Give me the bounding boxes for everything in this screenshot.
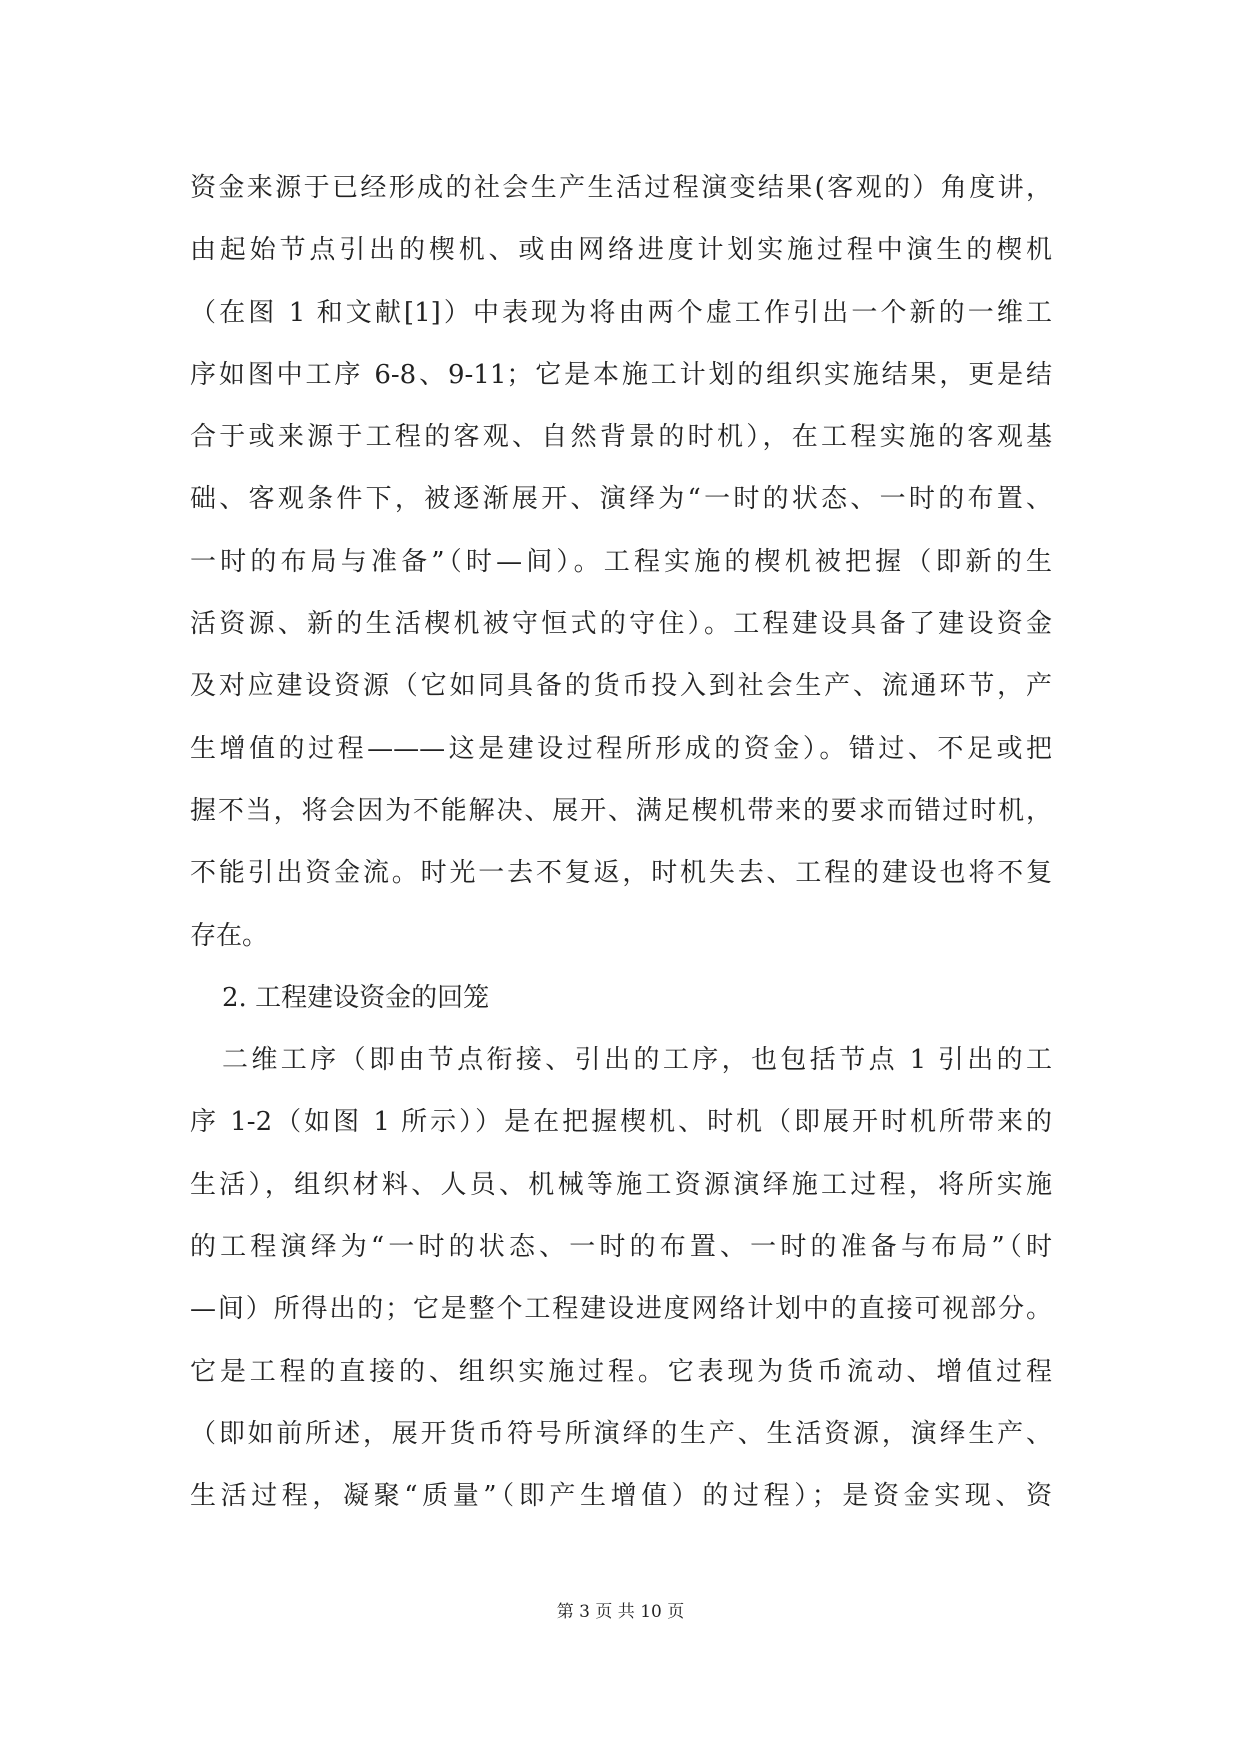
text-line: 生活过程，凝聚“质量”（即产生增值）的过程）；是资金实现、资: [190, 1481, 1052, 1512]
text-line: —间）所得出的；它是整个工程建设进度网络计划中的直接可视部分。: [190, 1294, 1052, 1325]
document-body: [190, 157, 1052, 1528]
text-line: 不能引出资金流。时光一去不复返，时机失去、工程的建设也将不复: [190, 858, 1052, 889]
section-heading: 2. 工程建设资金的回笼: [222, 982, 490, 1013]
text-line: 序如图中工序 6-8、9-11；它是本施工计划的组织实施结果，更是结: [190, 359, 1052, 390]
paragraph-1: [190, 157, 1052, 967]
text-line: 它是工程的直接的、组织实施过程。它表现为货币流动、增值过程: [190, 1356, 1052, 1387]
text-line: （在图 1 和文献[1]）中表现为将由两个虚工作引出一个新的一维工: [190, 297, 1052, 328]
text-line: 础、客观条件下，被逐渐展开、演绎为“一时的状态、一时的布置、: [190, 484, 1052, 515]
text-line: 活资源、新的生活楔机被守恒式的守住）。工程建设具备了建设资金: [190, 609, 1052, 640]
text-line: 合于或来源于工程的客观、自然背景的时机），在工程实施的客观基: [190, 422, 1052, 453]
page-number-footer: 第 3 页 共 10 页: [556, 1602, 685, 1622]
text-line: 资金来源于已经形成的社会生产生活过程演变结果(客观的）角度讲，: [190, 173, 1052, 203]
text-line: 生活），组织材料、人员、机械等施工资源演绎施工过程，将所实施: [190, 1169, 1052, 1200]
paragraph-2: [190, 1029, 1052, 1527]
text-line: 由起始节点引出的楔机、或由网络进度计划实施过程中演生的楔机: [190, 235, 1052, 266]
text-line: （即如前所述，展开货币符号所演绎的生产、生活资源，演绎生产、: [190, 1418, 1052, 1449]
text-line: 握不当，将会因为不能解决、展开、满足楔机带来的要求而错过时机，: [190, 795, 1052, 826]
text-line: 的工程演绎为“一时的状态、一时的布置、一时的准备与布局”（时: [190, 1232, 1052, 1263]
text-line: 及对应建设资源（它如同具备的货币投入到社会生产、流通环节，产: [190, 671, 1052, 702]
text-line: 二维工序（即由节点衔接、引出的工序，也包括节点 1 引出的工: [222, 1045, 1052, 1076]
text-line: 存在。: [190, 920, 269, 951]
text-line: 生增值的过程———这是建设过程所形成的资金）。错过、不足或把: [190, 733, 1052, 764]
text-line: 一时的布局与准备”（时—间）。工程实施的楔机被把握（即新的生: [190, 546, 1052, 577]
text-line: 序 1-2（如图 1 所示））是在把握楔机、时机（即展开时机所带来的: [190, 1107, 1052, 1138]
